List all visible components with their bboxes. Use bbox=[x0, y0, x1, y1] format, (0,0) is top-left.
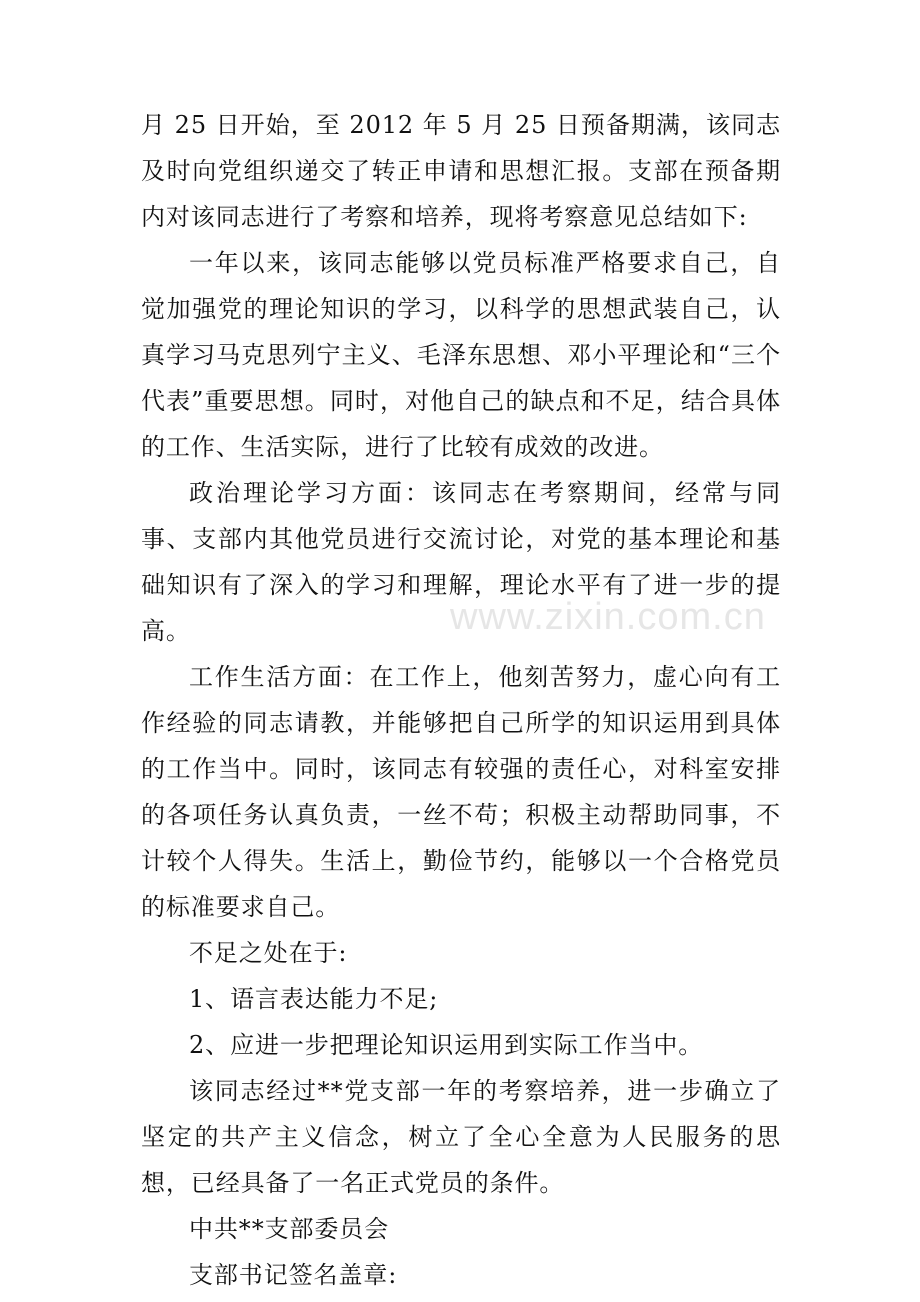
paragraph-political-study: 政治理论学习方面：该同志在考察期间，经常与同事、支部内其他党员进行交流讨论，对党的基本理论和基础知识有了深入的学习和理解，理论水平有了进一步的提高。 bbox=[141, 479, 781, 645]
paragraph-shortcoming-1: 1、语言表达能力不足; bbox=[189, 985, 439, 1013]
document-body bbox=[141, 102, 781, 1298]
paragraph-shortcomings-heading: 不足之处在于: bbox=[189, 939, 348, 967]
signature-secretary-line: 支部书记签名盖章: bbox=[189, 1261, 398, 1289]
paragraph-conclusion: 该同志经过**党支部一年的考察培养，进一步确立了坚定的共产主义信念，树立了全心全意为人民服务的思想，已经具备了一名正式党员的条件。 bbox=[141, 1077, 781, 1197]
watermark: www.zixin.com.cn bbox=[450, 596, 766, 638]
paragraph-overall-assessment: 一年以来，该同志能够以党员标准严格要求自己，自觉加强党的理论知识的学习，以科学的思想武装自己，认真学习马克思列宁主义、毛泽东思想、邓小平理论和“三个代表”重要思想。同时，对他自己的缺点和不足，结合具体的工作、生活实际，进行了比较有成效的改进。 bbox=[141, 249, 781, 461]
paragraph-shortcoming-2: 2、应进一步把理论知识运用到实际工作当中。 bbox=[189, 1031, 704, 1059]
signature-committee: 中共**支部委员会 bbox=[189, 1215, 390, 1243]
paragraph-probation-period: 月 25 日开始，至 2012 年 5 月 25 日预备期满，该同志及时向党组织递交了转正申请和思想汇报。支部在预备期内对该同志进行了考察和培养，现将考察意见总结如下: bbox=[141, 111, 781, 231]
paragraph-work-life: 工作生活方面：在工作上，他刻苦努力，虚心向有工作经验的同志请教，并能够把自己所学的知识运用到具体的工作当中。同时，该同志有较强的责任心，对科室安排的各项任务认真负责，一丝不苟；积极主动帮助同事，不计较个人得失。生活上，勤俭节约，能够以一个合格党员的标准要求自己。 bbox=[141, 663, 781, 921]
